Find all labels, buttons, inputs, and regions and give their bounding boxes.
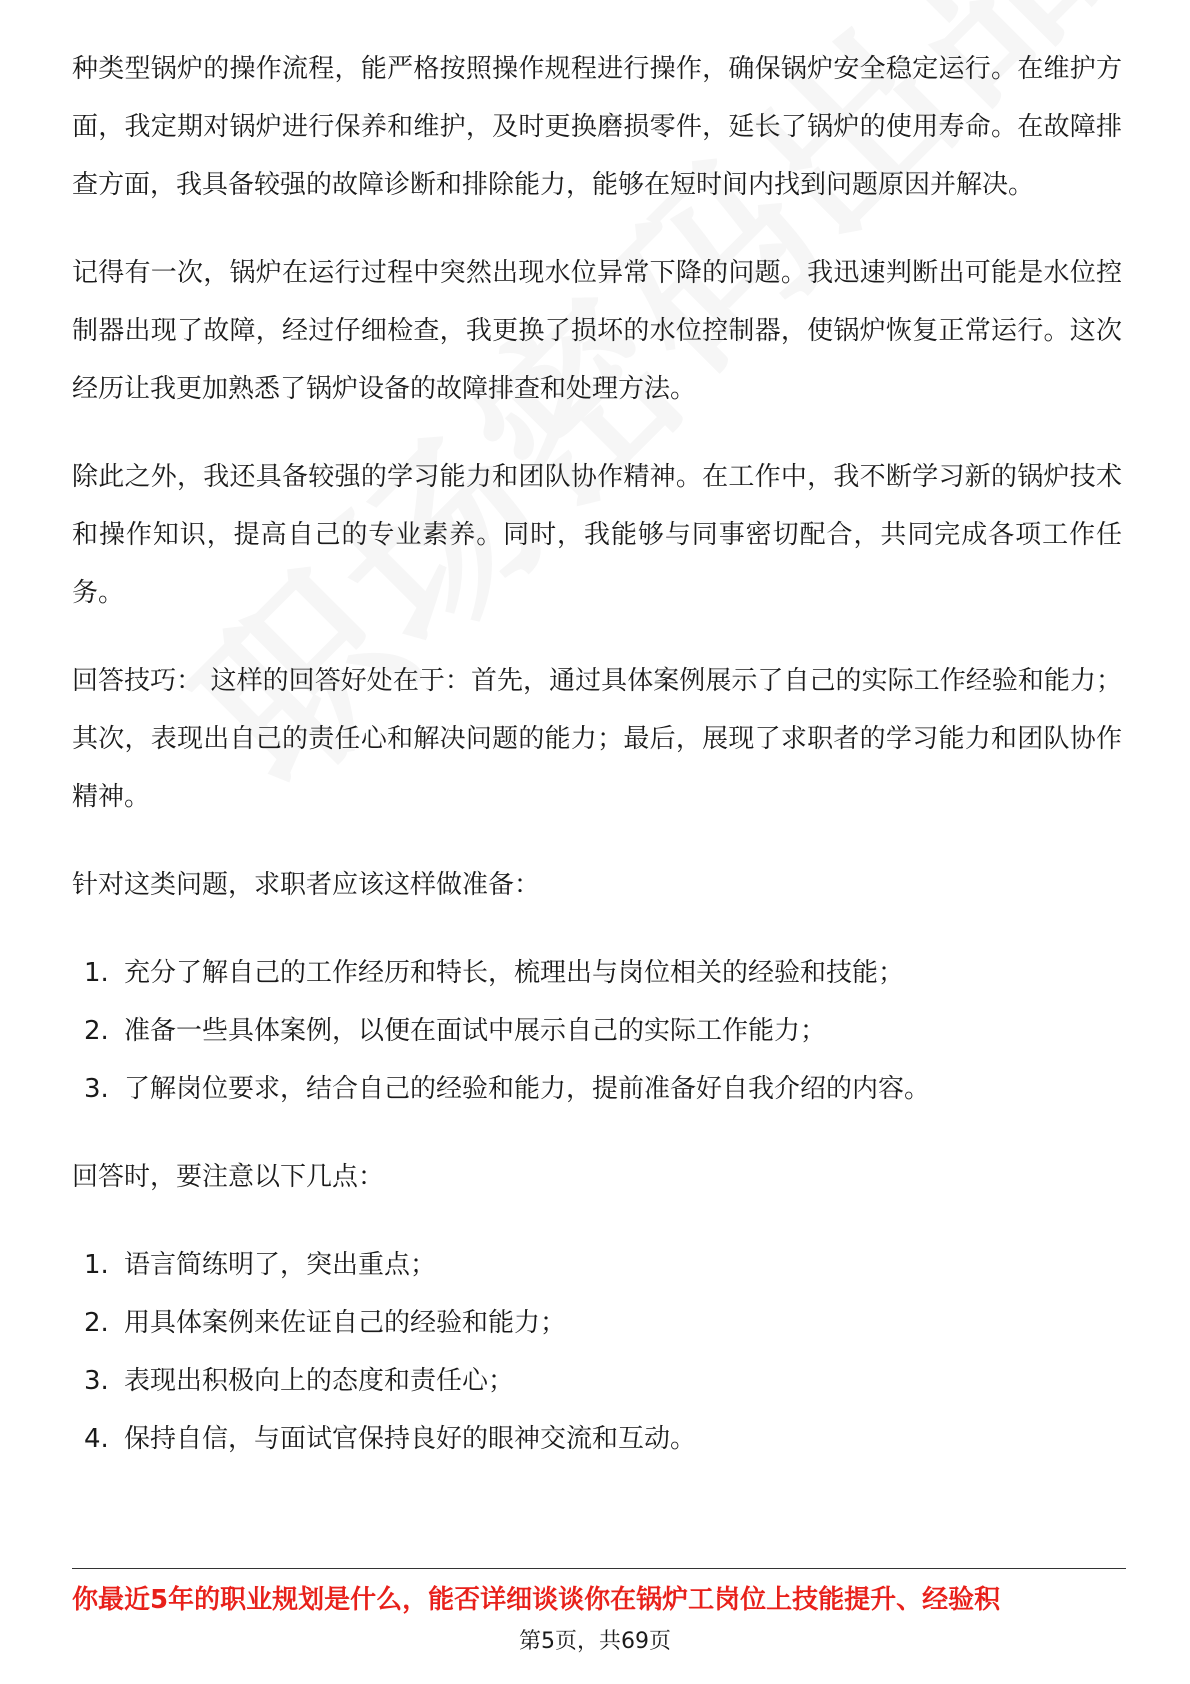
list-text: 表现出积极向上的态度和责任心； (124, 1366, 515, 1396)
prep-list (72, 944, 1122, 1118)
list-item (72, 944, 1122, 1002)
list-item (72, 1060, 1122, 1118)
list-text: 语言简练明了，突出重点； (124, 1250, 437, 1280)
next-question-heading: 你最近5年的职业规划是什么，能否详细谈谈你在锅炉工岗位上技能提升、经验积 (72, 1585, 1001, 1615)
page-body (72, 40, 1122, 1468)
list-item (72, 1352, 1122, 1410)
list-number: 3. (84, 1366, 109, 1396)
list-text: 准备一些具体案例，以便在面试中展示自己的实际工作能力； (124, 1016, 827, 1046)
list-number: 3. (84, 1074, 109, 1104)
list-number: 4. (84, 1424, 109, 1454)
paragraph-answer-tips: 回答技巧： 这样的回答好处在于：首先，通过具体案例展示了自己的实际工作经验和能力；其次，表现出自己的责任心和解决问题的能力；最后，展现了求职者的学习能力和团队协作精神。 (72, 666, 1122, 812)
paragraph-prep-intro: 针对这类问题，求职者应该这样做准备： (72, 870, 541, 900)
paragraph-learning-teamwork: 除此之外，我还具备较强的学习能力和团队协作精神。在工作中，我不断学习新的锅炉技术和操作知识，提高自己的专业素养。同时，我能够与同事密切配合，共同完成各项工作任务。 (72, 462, 1122, 608)
list-text: 充分了解自己的工作经历和特长，梳理出与岗位相关的经验和技能； (124, 958, 905, 988)
divider (72, 1568, 1126, 1569)
list-item (72, 1236, 1122, 1294)
list-item (72, 1410, 1122, 1468)
page-number: 第5页，共69页 (519, 1629, 671, 1654)
list-number: 2. (84, 1308, 109, 1338)
tips-list (72, 1236, 1122, 1468)
list-item (72, 1002, 1122, 1060)
paragraph-experience: 种类型锅炉的操作流程，能严格按照操作规程进行操作，确保锅炉安全稳定运行。在维护方面，我定期对锅炉进行保养和维护，及时更换磨损零件，延长了锅炉的使用寿命。在故障排查方面，我具备较强的故障诊断和排除能力，能够在短时间内找到问题原因并解决。 (72, 54, 1122, 200)
list-number: 2. (84, 1016, 109, 1046)
paragraph-case-story: 记得有一次，锅炉在运行过程中突然出现水位异常下降的问题。我迅速判断出可能是水位控制器出现了故障，经过仔细检查，我更换了损坏的水位控制器，使锅炉恢复正常运行。这次经历让我更加熟悉了锅炉设备的故障排查和处理方法。 (72, 258, 1122, 404)
list-item (72, 1294, 1122, 1352)
list-number: 1. (84, 958, 109, 988)
list-number: 1. (84, 1250, 109, 1280)
list-text: 了解岗位要求，结合自己的经验和能力，提前准备好自我介绍的内容。 (124, 1074, 931, 1104)
list-text: 保持自信，与面试官保持良好的眼神交流和互动。 (124, 1424, 697, 1454)
list-text: 用具体案例来佐证自己的经验和能力； (124, 1308, 567, 1338)
paragraph-tips-intro: 回答时，要注意以下几点： (72, 1162, 385, 1192)
